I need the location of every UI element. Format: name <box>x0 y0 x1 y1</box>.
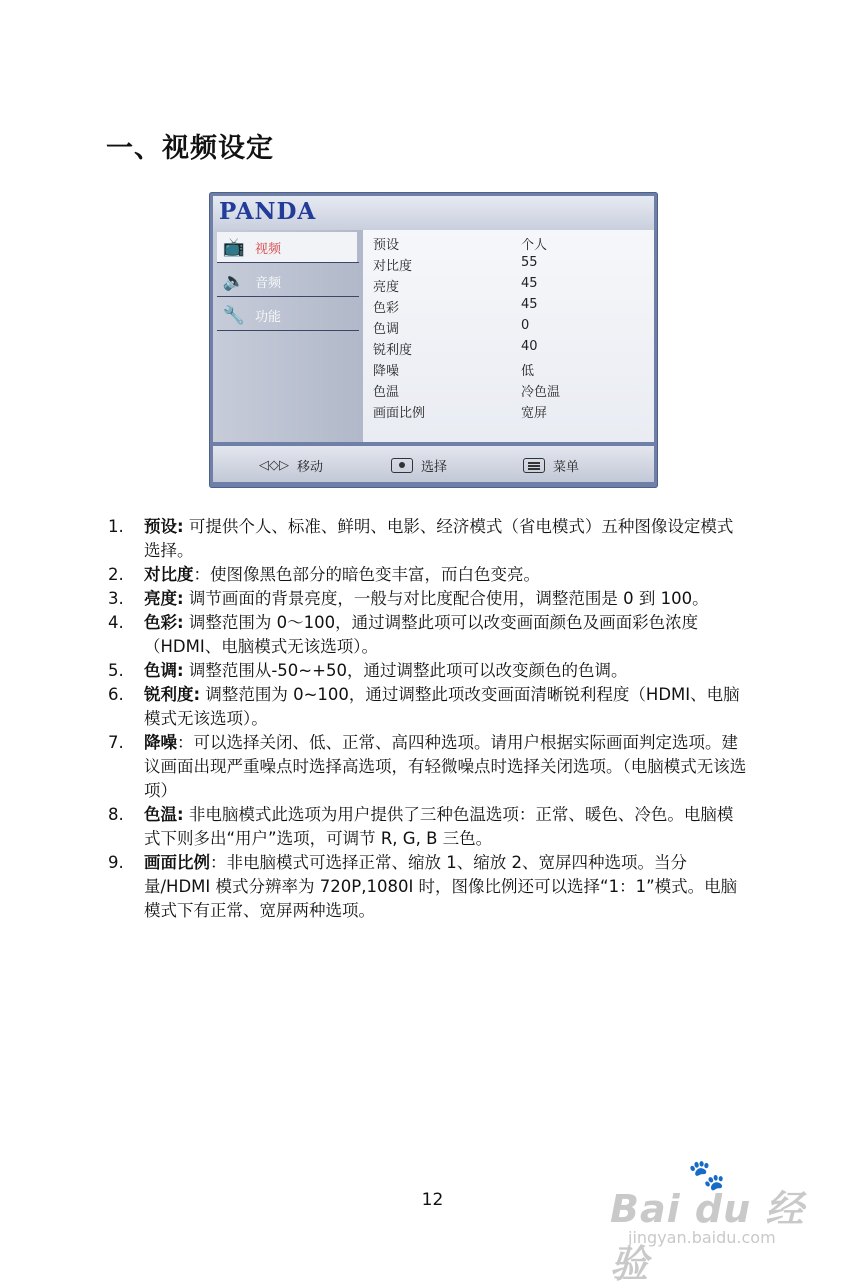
menu-item-label: 视频 <box>255 241 282 257</box>
item-title: 色温: <box>144 805 184 824</box>
watermark-logo-text: Bai du 经验 <box>610 1187 805 1286</box>
list-item <box>108 515 748 563</box>
setting-row[interactable] <box>373 402 547 423</box>
setting-label: 亮度 <box>373 280 400 295</box>
setting-label: 色调 <box>373 322 400 337</box>
osd-header <box>213 196 654 230</box>
speaker-icon: 🔈 <box>222 270 246 292</box>
item-number: 2. <box>108 565 124 584</box>
list-item <box>108 587 748 611</box>
setting-value: 0 <box>521 318 530 333</box>
item-description: ：可以选择关闭、低、正常、高四种选项。请用户根据实际画面判定选项。建议画面出现严重噪点时选择高选项，有轻微噪点时选择关闭选项。（电脑模式无该选项） <box>144 733 747 800</box>
item-number: 7. <box>108 733 124 752</box>
item-title: 亮度: <box>144 589 184 608</box>
item-description: 非电脑模式此选项为用户提供了三种色温选项：正常、暖色、冷色。电脑模式下则多出“用户”选项，可调节 R, G, B 三色。 <box>144 805 734 848</box>
menu-item-video[interactable] <box>217 232 357 262</box>
item-title: 预设: <box>144 517 184 536</box>
menu-item-label: 功能 <box>255 309 282 325</box>
setting-value: 55 <box>521 255 538 270</box>
setting-value: 个人 <box>521 238 548 253</box>
item-description: 调整范围从-50~+50，通过调整此项可以改变颜色的色调。 <box>183 661 628 680</box>
tv-icon: 📺 <box>222 236 246 258</box>
menu-button-icon <box>523 458 545 473</box>
setting-value: 宽屏 <box>521 406 548 421</box>
setting-label: 对比度 <box>373 259 413 274</box>
osd-settings-list <box>363 230 654 442</box>
setting-label: 色温 <box>373 385 400 400</box>
setting-row[interactable] <box>373 255 538 276</box>
item-description: 调整范围为 0~100，通过调整此项改变画面清晰锐利程度（HDMI、电脑模式无该选项）。 <box>144 685 740 728</box>
watermark <box>600 1158 830 1286</box>
item-number: 9. <box>108 853 124 872</box>
setting-label: 预设 <box>373 238 400 253</box>
item-number: 8. <box>108 805 124 824</box>
setting-label: 色彩 <box>373 301 400 316</box>
menu-divider <box>217 330 359 331</box>
item-number: 4. <box>108 613 124 632</box>
paw-icon: 🐾 <box>688 1158 726 1193</box>
setting-label: 画面比例 <box>373 406 426 421</box>
setting-row[interactable] <box>373 339 538 360</box>
list-item <box>108 803 748 851</box>
menu-item-function[interactable] <box>217 300 357 330</box>
move-arrows-icon: ◁◇▷ <box>259 458 289 473</box>
page-number: 12 <box>421 1190 444 1210</box>
item-title: 对比度 <box>144 565 194 584</box>
item-description: 调整范围为 0～100，通过调整此项可以改变画面颜色及画面彩色浓度（HDMI、电脑模式无该选项）。 <box>144 613 699 656</box>
section-heading: 一、视频设定 <box>106 133 274 164</box>
hint-label: 选择 <box>421 460 448 475</box>
setting-label: 降噪 <box>373 364 400 379</box>
osd-body <box>213 230 654 442</box>
item-number: 5. <box>108 661 124 680</box>
list-item <box>108 659 748 683</box>
watermark-url: jingyan.baidu.com <box>628 1228 776 1247</box>
hint-select <box>391 456 447 475</box>
wrench-icon: 🔧 <box>222 304 246 326</box>
item-title: 降噪 <box>144 733 177 752</box>
menu-item-label: 音频 <box>255 275 282 291</box>
item-description: ：使图像黑色部分的暗色变丰富，而白色变亮。 <box>193 565 540 584</box>
item-title: 画面比例 <box>144 853 210 872</box>
hint-label: 移动 <box>297 460 324 475</box>
item-title: 色彩: <box>144 613 184 632</box>
setting-value: 45 <box>521 276 538 291</box>
osd-hint-bar <box>213 446 654 482</box>
setting-row[interactable] <box>373 381 560 402</box>
list-item <box>108 851 748 923</box>
menu-divider <box>217 296 359 297</box>
setting-value: 40 <box>521 339 538 354</box>
osd-screenshot <box>209 192 658 488</box>
item-description: 可提供个人、标准、鲜明、电影、经济模式（省电模式）五种图像设定模式选择。 <box>144 517 734 560</box>
list-item <box>108 611 748 659</box>
item-number: 6. <box>108 685 124 704</box>
hint-label: 菜单 <box>553 460 580 475</box>
item-number: 1. <box>108 517 124 536</box>
item-title: 锐利度: <box>144 685 201 704</box>
setting-label: 锐利度 <box>373 343 413 358</box>
setting-row[interactable] <box>373 234 547 255</box>
item-number: 3. <box>108 589 124 608</box>
setting-value: 冷色温 <box>521 385 561 400</box>
setting-row[interactable] <box>373 276 538 297</box>
menu-divider <box>217 262 359 263</box>
brand-logo: PANDA <box>219 198 317 225</box>
osd-side-menu <box>213 230 363 442</box>
list-item <box>108 683 748 731</box>
settings-description-list <box>108 515 748 923</box>
item-description: 调节画面的背景亮度，一般与对比度配合使用，调整范围是 0 到 100。 <box>183 589 709 608</box>
setting-value: 45 <box>521 297 538 312</box>
item-description: ：非电脑模式可选择正常、缩放 1、缩放 2、宽屏四种选项。当分量/HDMI 模式分辨率为 720P,1080I 时，图像比例还可以选择“1：1”模式。电脑模式下有正常、宽屏两种选项。 <box>144 853 738 920</box>
list-item <box>108 563 748 587</box>
select-button-icon <box>391 458 413 473</box>
item-title: 色调: <box>144 661 184 680</box>
list-item <box>108 731 748 803</box>
setting-value: 低 <box>521 364 535 379</box>
setting-row[interactable] <box>373 360 534 381</box>
setting-row[interactable] <box>373 297 538 318</box>
hint-menu <box>523 456 579 475</box>
hint-move <box>259 456 323 475</box>
menu-item-audio[interactable] <box>217 266 357 296</box>
setting-row[interactable] <box>373 318 529 339</box>
